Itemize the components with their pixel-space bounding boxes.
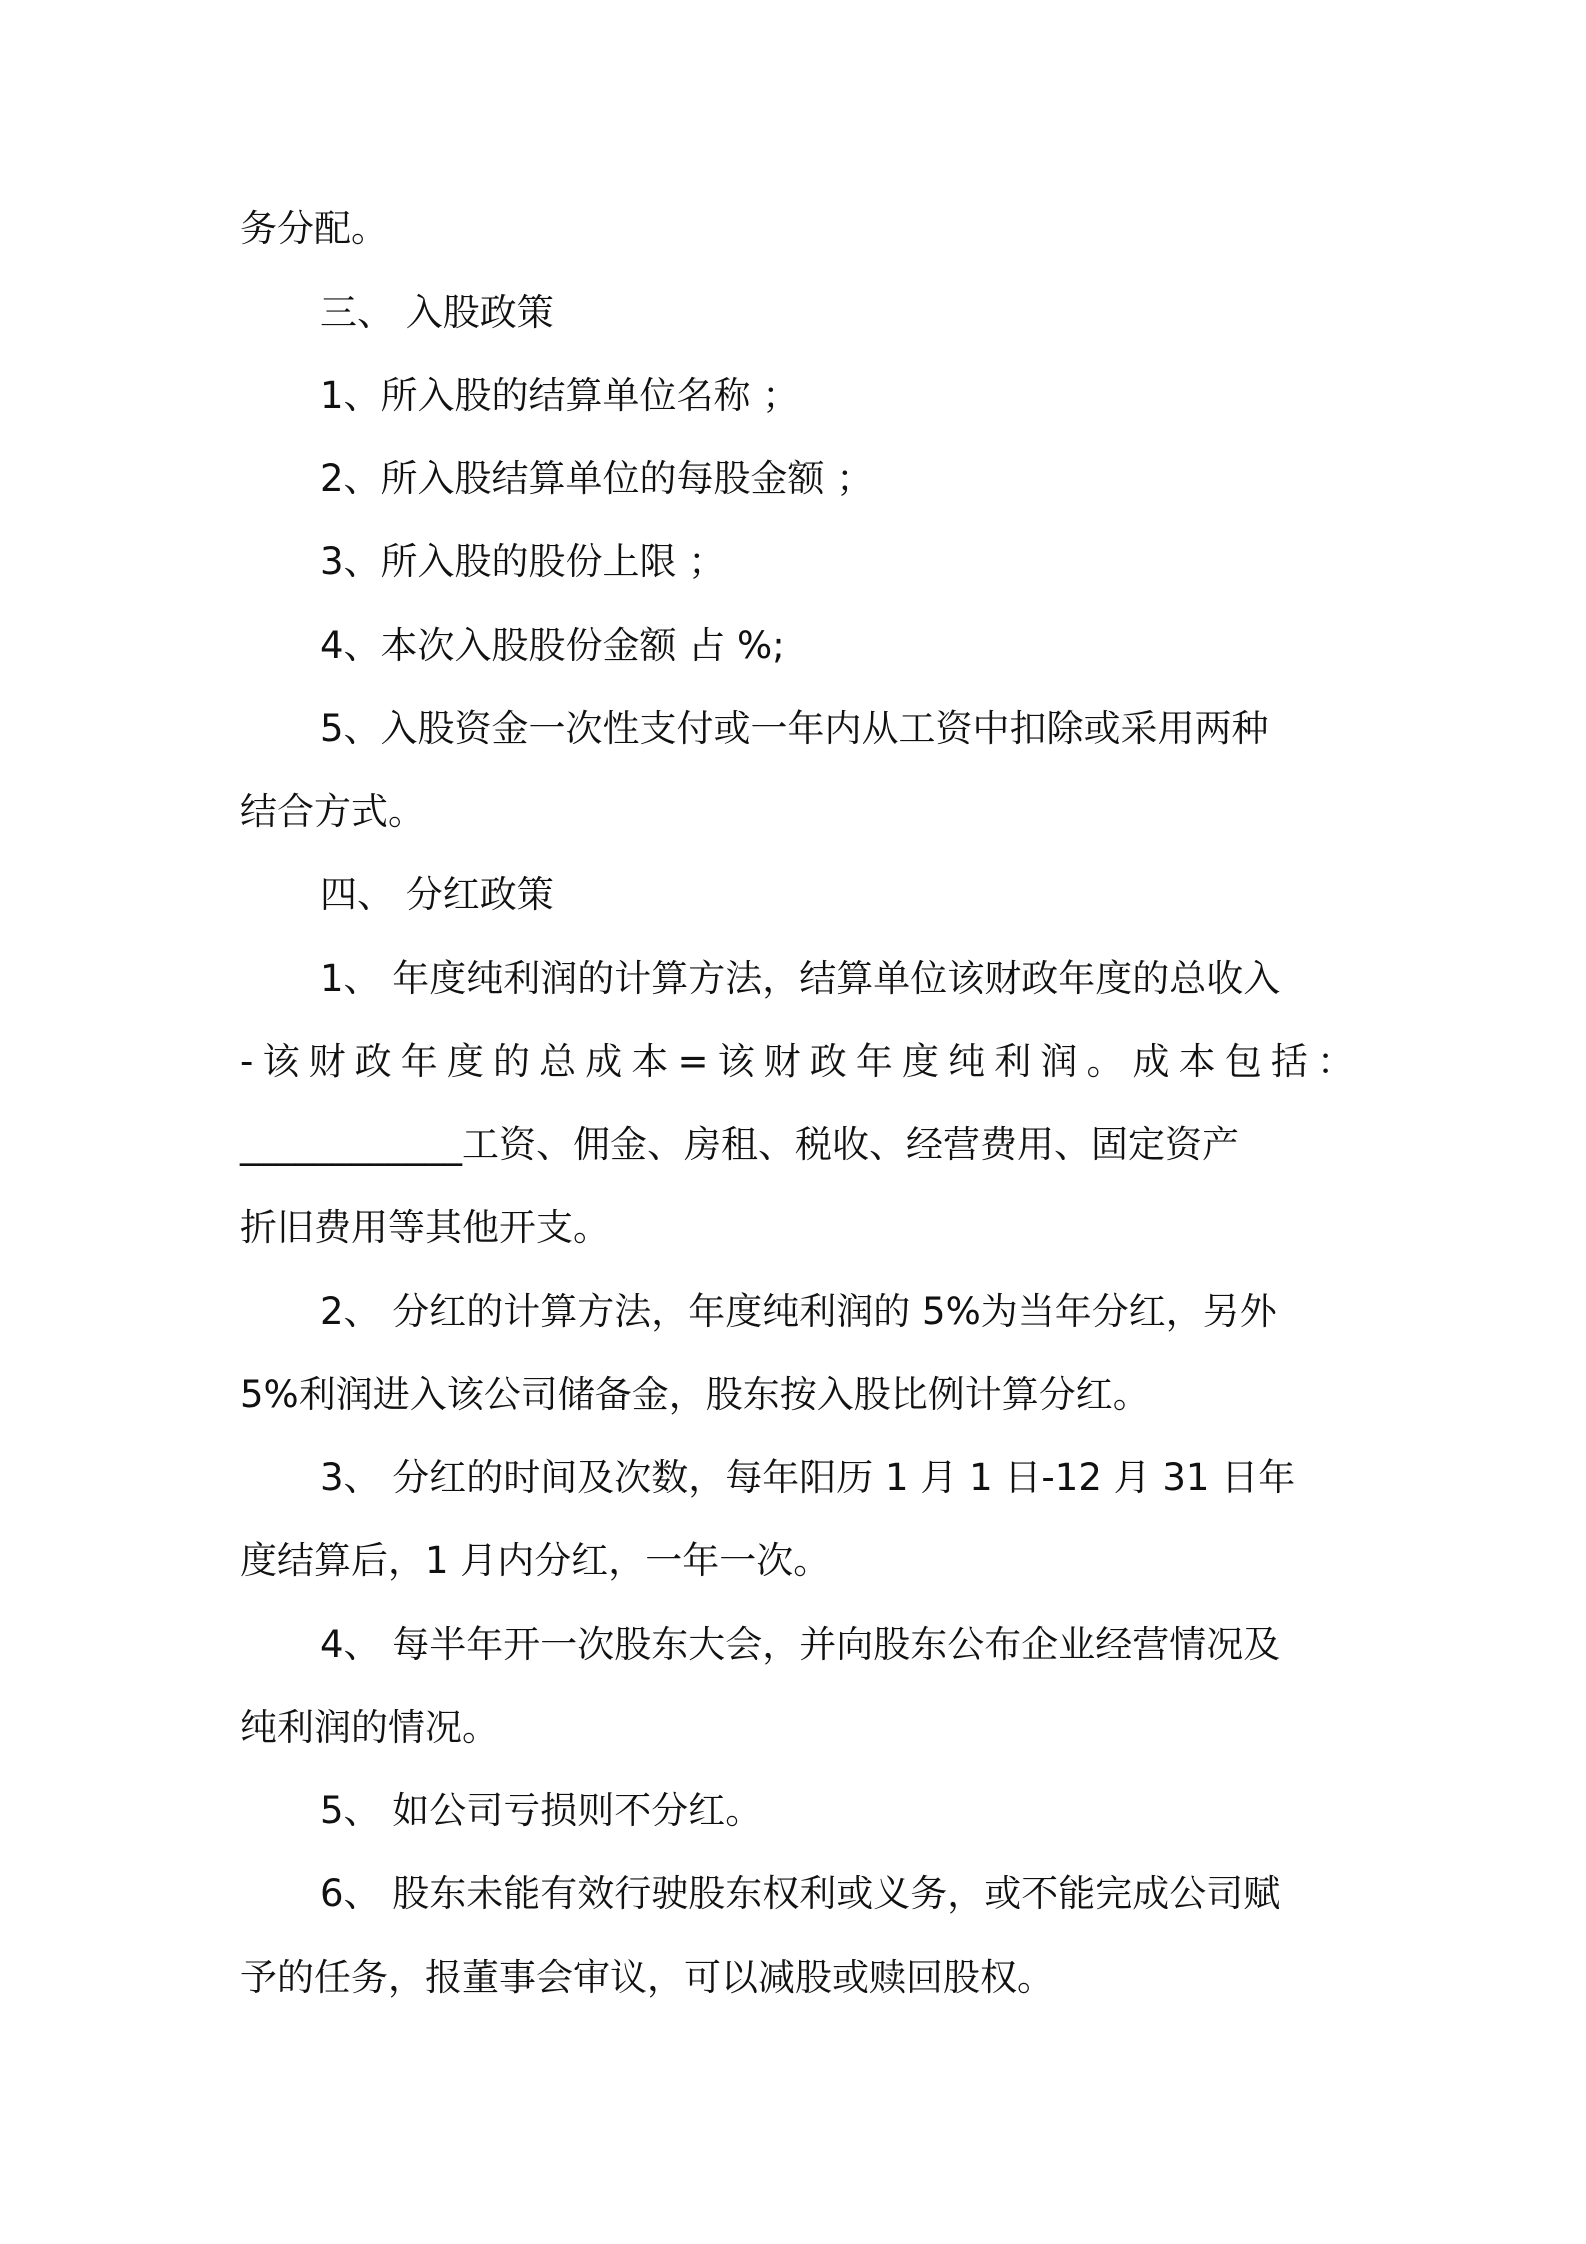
text-line: 折旧费用等其他开支。 — [240, 1206, 610, 1249]
list-item: 1、所入股的结算单位名称 ； — [320, 374, 800, 417]
text-line: 予的任务，报董事会审议，可以减股或赎回股权。 — [240, 1956, 1054, 1999]
list-item: 3、 分红的时间及次数，每年阳历 1 月 1 日-12 月 31 日年 — [320, 1456, 1296, 1499]
list-item: 3、所入股的股份上限 ； — [320, 540, 726, 583]
list-item: 2、 分红的计算方法，年度纯利润的 5%为当年分红，另外 — [320, 1290, 1277, 1333]
list-item: 4、本次入股股份金额 占 %; — [320, 624, 785, 667]
list-item: 6、 股东未能有效行驶股东权利或义务，或不能完成公司赋 — [320, 1872, 1281, 1915]
section-heading-share-policy: 三、 入股政策 — [320, 291, 554, 334]
text-line: 结合方式。 — [240, 790, 425, 833]
list-item: 2、所入股结算单位的每股金额 ； — [320, 457, 874, 500]
text-line: 5%利润进入该公司储备金，股东按入股比例计算分红。 — [240, 1373, 1150, 1416]
text-line: -该财政年度的总成本=该财政年度纯利润。成本包括： — [240, 1040, 1354, 1083]
section-heading-dividend-policy: 四、 分红政策 — [320, 873, 554, 916]
text-line: 务分配。 — [240, 207, 388, 250]
list-item: 4、 每半年开一次股东大会，并向股东公布企业经营情况及 — [320, 1623, 1281, 1666]
text-line: 度结算后，1 月内分红，一年一次。 — [240, 1539, 831, 1582]
list-item: 1、 年度纯利润的计算方法，结算单位该财政年度的总收入 — [320, 957, 1281, 1000]
list-item: 5、入股资金一次性支付或一年内从工资中扣除或采用两种 — [320, 707, 1269, 750]
text-line: ____________工资、佣金、房租、税收、经营费用、固定资产 — [240, 1123, 1239, 1166]
list-item: 5、 如公司亏损则不分红。 — [320, 1789, 763, 1832]
text-line: 纯利润的情况。 — [240, 1706, 499, 1749]
